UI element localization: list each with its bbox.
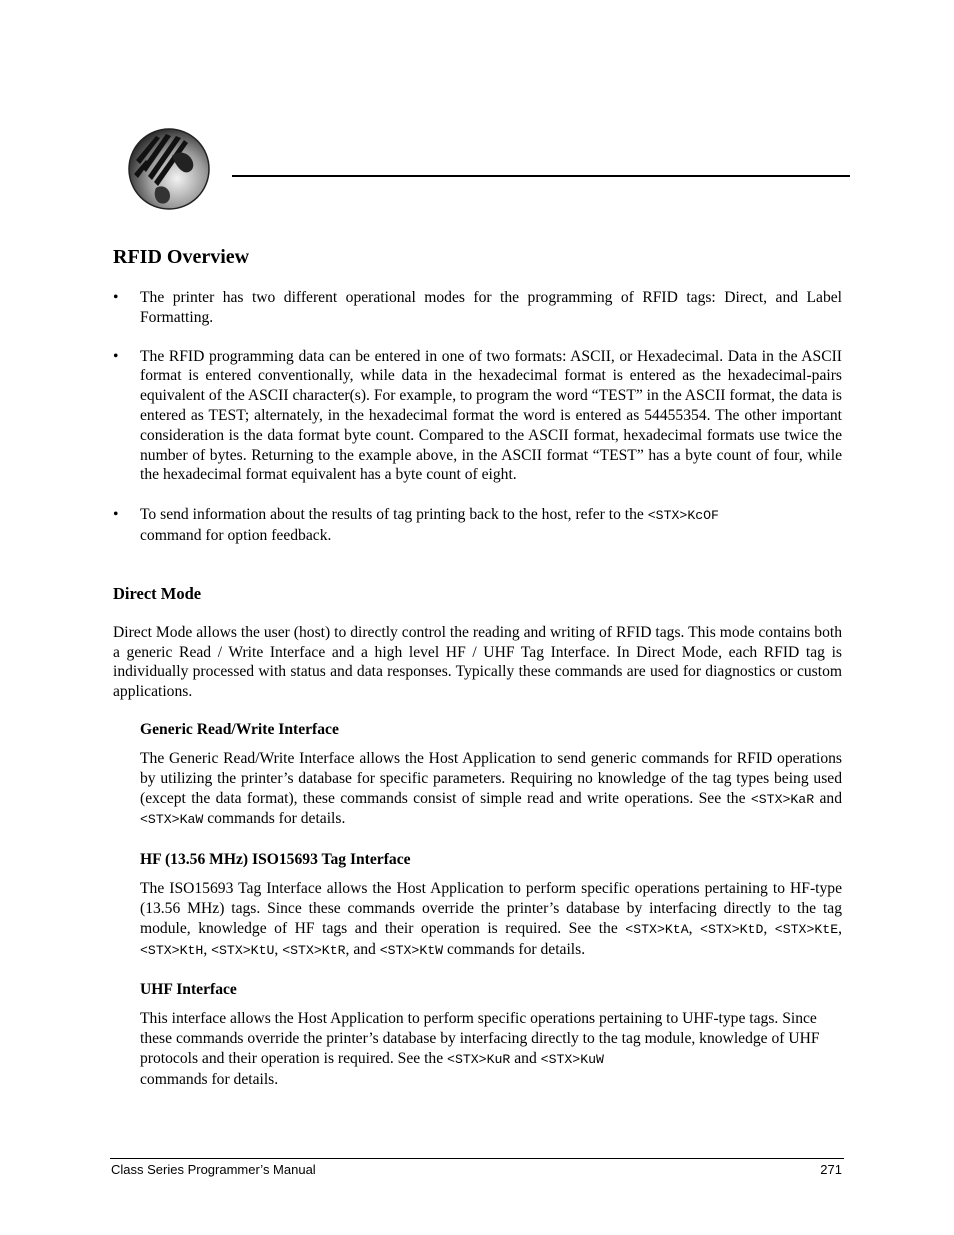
separator: , xyxy=(688,919,701,937)
bullet-icon: • xyxy=(113,289,119,306)
generic-text: and xyxy=(814,789,842,807)
uhf-body xyxy=(140,1009,830,1089)
generic-heading: Generic Read/Write Interface xyxy=(140,720,339,738)
command-code: <STX>KtW xyxy=(379,942,444,958)
uhf-text: commands for details. xyxy=(140,1070,279,1088)
command-code: <STX>KtD xyxy=(700,921,764,937)
list-item xyxy=(113,347,842,486)
separator: , xyxy=(763,919,775,937)
bullet-icon: • xyxy=(113,347,119,365)
uhf-heading: UHF Interface xyxy=(140,981,237,999)
list-item xyxy=(113,505,842,546)
bullet-text: command for option feedback. xyxy=(140,526,332,544)
command-code: <STX>KtH xyxy=(140,942,204,958)
main-content xyxy=(113,242,842,1090)
command-code: <STX>KuW xyxy=(540,1051,604,1067)
direct-mode-heading: Direct Mode xyxy=(113,583,202,603)
generic-body xyxy=(140,749,842,830)
list-item xyxy=(113,288,842,328)
generic-text: commands for details. xyxy=(203,810,346,828)
hf-text: commands for details. xyxy=(443,940,586,958)
command-code: <STX>KuR xyxy=(447,1051,511,1067)
footer-rule xyxy=(110,1158,844,1159)
command-code: <STX>KaR xyxy=(750,791,815,807)
bullet-text: The printer has two different operational modes for the programming of RFID tags: Direct, and Label Formatting. xyxy=(140,289,842,326)
generic-text: The Generic Read/Write Interface allows the Host Application to send generic commands for RFID operations by utilizing the printer’s database for specific parameters. Requiring no knowledge of the tag types being used (except the data format), these commands consist of simple read and write operations. See the xyxy=(140,749,842,807)
bullet-text: To send information about the results of tag printing back to the host, refer to the xyxy=(140,506,648,524)
header-rule xyxy=(232,175,850,177)
section-title: RFID Overview xyxy=(113,246,250,268)
uhf-text: This interface allows the Host Application to perform specific operations pertaining to UHF-type tags. Since these commands override the printer’s database by interfacing directly to the tag module, knowledge of UHF protocols and their operation is required. See the xyxy=(140,1010,820,1067)
overview-bullets xyxy=(113,288,842,546)
bullet-text: The RFID programming data can be entered in one of two formats: ASCII, or Hexadecimal. Data in the ASCII format is entered conventionally, while data in the hexadecimal format is entered as the hexadecimal-pairs equivalent of the ASCII character(s). For example, to program the word “TEST” in the ASCII format, the data is entered as TEST; alternately, in the hexadecimal format the word is entered as 54455354. The other important consideration is the data format byte count. Compared to the ASCII format, hexadecimal formats use twice the number of bytes. Returning to the example above, in the ASCII format “TEST” has a byte count of four, while the hexadecimal format equivalent has a byte count of eight. xyxy=(140,347,842,484)
separator: , xyxy=(274,940,283,958)
hf-heading: HF (13.56 MHz) ISO15693 Tag Interface xyxy=(140,851,411,869)
bullet-icon: • xyxy=(113,506,119,524)
separator: , xyxy=(203,940,212,958)
command-code: <STX>KtA xyxy=(625,921,689,937)
command-code: <STX>KcOF xyxy=(647,508,719,524)
hf-body xyxy=(140,879,842,960)
separator: , and xyxy=(345,940,380,958)
globe-logo-icon xyxy=(126,126,212,212)
generic-section xyxy=(140,720,842,1090)
separator: , xyxy=(838,919,843,937)
uhf-text: and xyxy=(510,1049,541,1067)
command-code: <STX>KtE xyxy=(774,921,839,937)
command-code: <STX>KaW xyxy=(140,812,204,828)
footer-manual-title: Class Series Programmer’s Manual xyxy=(111,1162,316,1177)
command-code: <STX>KtR xyxy=(282,942,346,958)
hf-text: The ISO15693 Tag Interface allows the Host Application to perform specific operations pertaining to HF-type (13.56 MHz) tags. Since these commands override the printer’s database by interfacing directly to the tag module, knowledge of HF tags and their operation is required. See the xyxy=(140,880,842,937)
page-number: 271 xyxy=(820,1162,842,1177)
direct-mode-body: Direct Mode allows the user (host) to directly control the reading and writing of RFID tags. This mode contains both a generic Read / Write Interface and a high level HF / UHF Tag Interface. In Direct Mode, each RFID tag is individually processed with status and data responses. Typically these commands are used for diagnostics or custom applications. xyxy=(113,623,842,701)
command-code: <STX>KtU xyxy=(211,942,275,958)
